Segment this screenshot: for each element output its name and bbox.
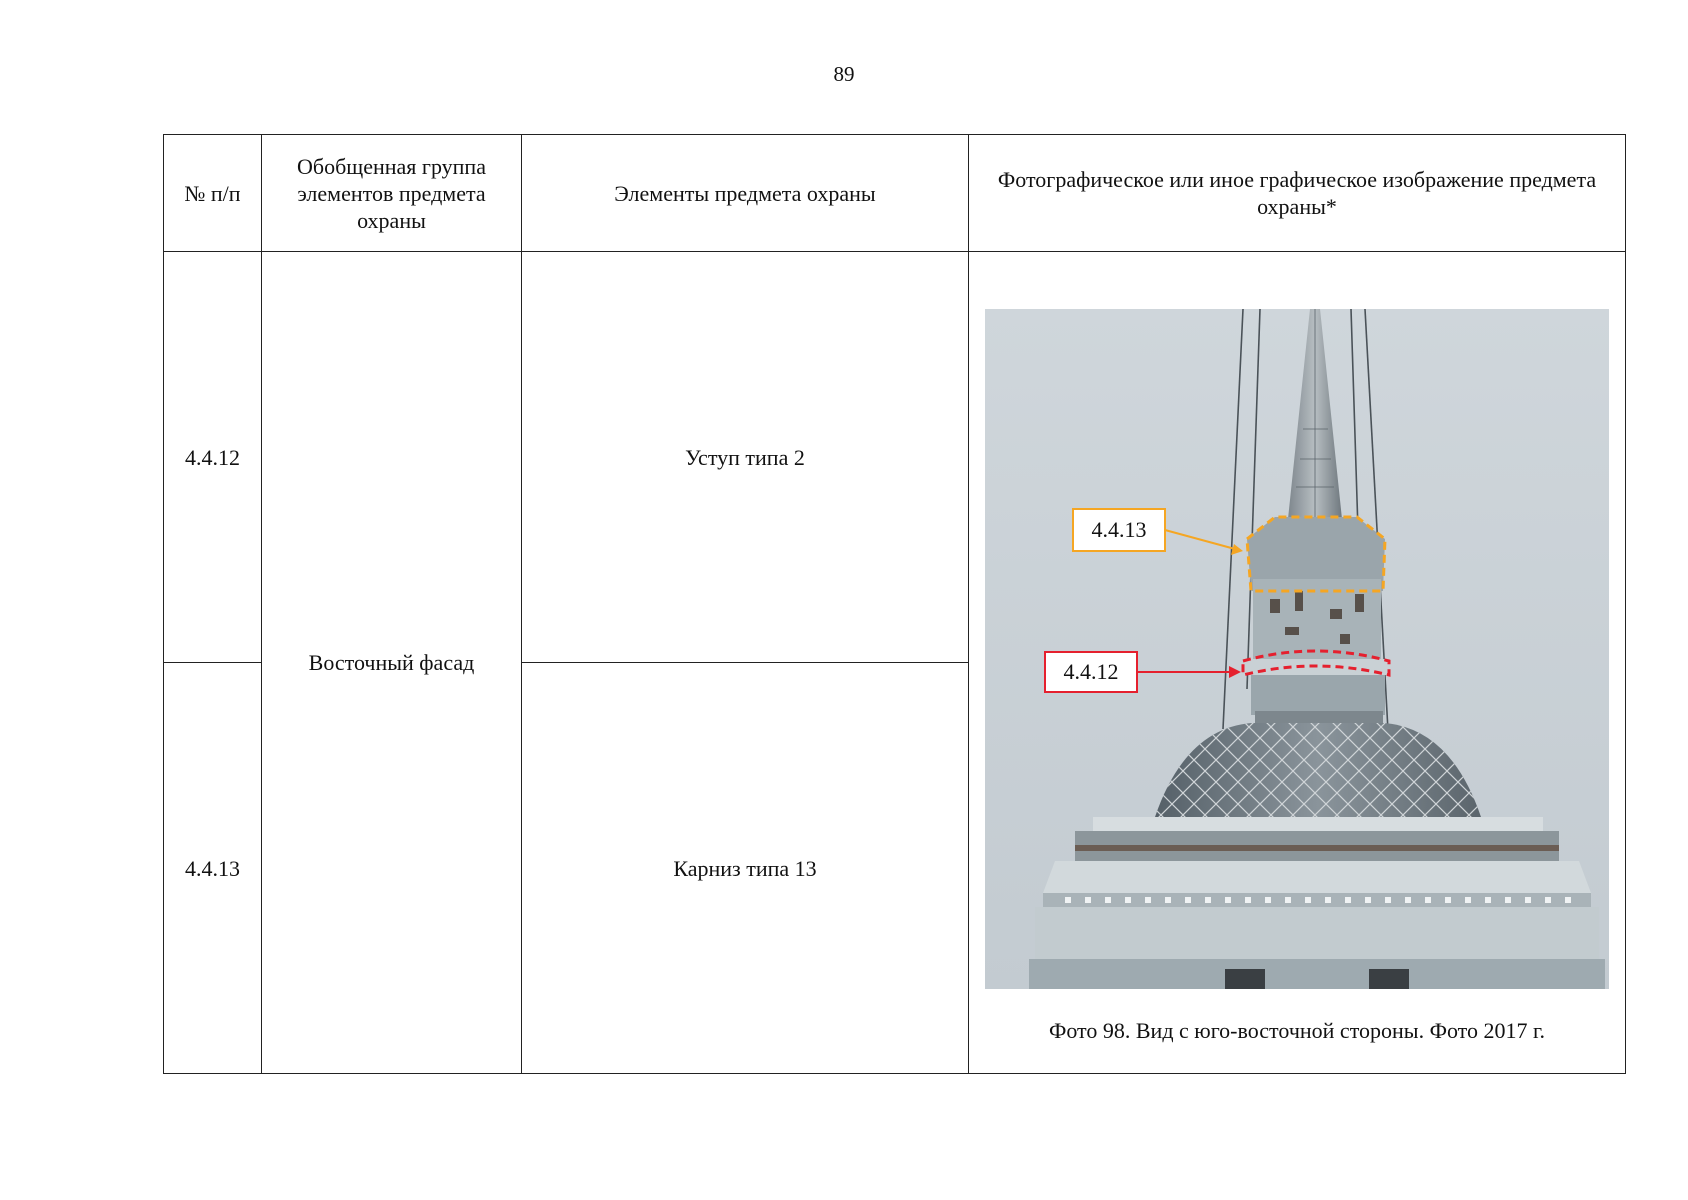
photo-cell [969, 252, 1626, 1074]
table-row [164, 252, 1626, 663]
row-number: 4.4.12 [164, 252, 262, 663]
callout-label-4-4-12: 4.4.12 [1063, 659, 1119, 684]
callout-label-4-4-13: 4.4.13 [1091, 517, 1147, 542]
header-elements: Элементы предмета охраны [522, 135, 969, 252]
row-number: 4.4.13 [164, 663, 262, 1074]
header-group: Обобщенная группа элементов предмета охраны [262, 135, 522, 252]
header-image: Фотографическое или иное графическое изображение предмета охраны* [969, 135, 1626, 252]
row-element: Карниз типа 13 [522, 663, 969, 1074]
bell-tower-photo [985, 309, 1609, 989]
page-number: 89 [833, 62, 855, 86]
header-number: № п/п [164, 135, 262, 252]
table-header-row [164, 135, 1626, 252]
photo-caption: Фото 98. Вид с юго-восточной стороны. Фото 2017 г. [1048, 1018, 1546, 1043]
row-element: Уступ типа 2 [522, 252, 969, 663]
photo-figure [985, 309, 1609, 989]
protection-table [163, 134, 1626, 1074]
group-cell: Восточный фасад [262, 252, 522, 1074]
